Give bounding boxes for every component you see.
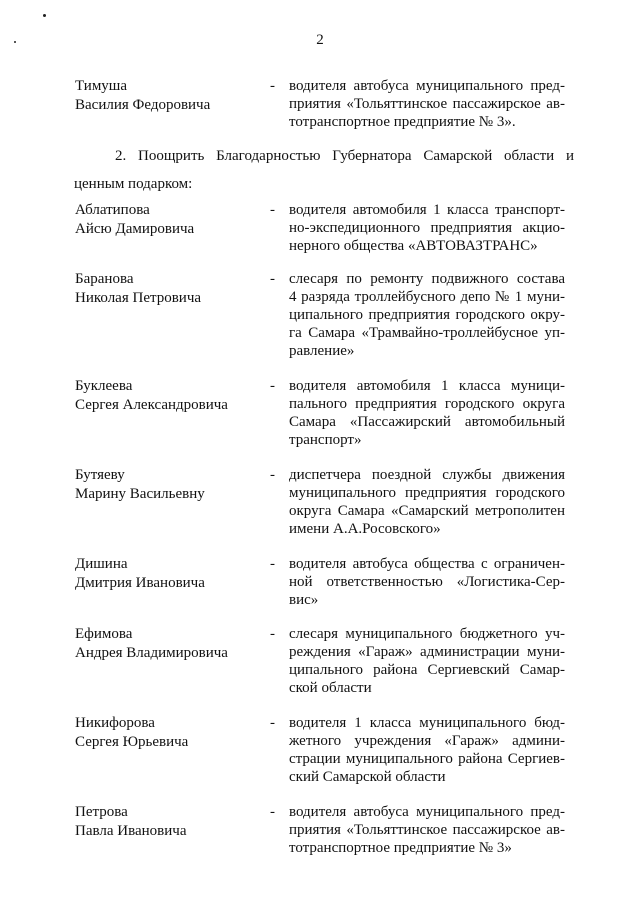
surname: Бутяеву [75, 467, 125, 483]
item-2-paragraph-cont [74, 174, 574, 194]
given-names: Василия Федоровича [75, 97, 211, 113]
dash-separator: - [270, 804, 275, 820]
person-name [75, 803, 186, 841]
person-name [75, 377, 228, 415]
position-description: водителя автобуса муниципального пред- приятия «Тольяттинское пассажирское ав- тотранспортное предприятие № 3» [289, 804, 565, 856]
person-name [75, 201, 194, 239]
position-description: диспетчера поездной службы движения муниципального предприятия городского округа Самара «Самарский метрополитен имени А.А.Росовского» [289, 467, 565, 537]
person-name [75, 466, 205, 504]
position-description: водителя автобуса муниципального пред- приятия «Тольяттинское пассажирское ав- тотранспортное предприятие № 3». [289, 78, 565, 130]
position-description: слесаря по ремонту подвижного состава 4 разряда троллейбусного депо № 1 муни- ципального предприятия городского окру- га Самара «Трамвайно-троллейбусное уп- равление» [289, 271, 565, 359]
position-description: водителя автомобиля 1 класса муници- пального предприятия городского округа Самара «Пассажирский автомобильный транспорт» [289, 378, 565, 448]
surname: Аблатипова [75, 202, 150, 218]
person-name [75, 270, 201, 308]
dash-separator: - [270, 626, 275, 642]
surname: Тимуша [75, 78, 128, 94]
scan-speck [43, 14, 46, 17]
surname: Буклеева [75, 378, 133, 394]
position-description: водителя 1 класса муниципального бюд- жетного учреждения «Гараж» админи- страции муниципального района Сергиев- ский Самарской области [289, 715, 565, 785]
person-name [75, 77, 210, 115]
given-names: Дмитрия Ивановича [75, 575, 205, 591]
given-names: Марину Васильевну [75, 486, 205, 502]
given-names: Сергея Александровича [75, 397, 228, 413]
dash-separator: - [270, 715, 275, 731]
dash-separator: - [270, 467, 275, 483]
dash-separator: - [270, 78, 275, 94]
given-names: Николая Петровича [75, 290, 202, 306]
position-description: водителя автомобиля 1 класса транспорт- но-экспедиционного предприятия акцио- нерного общества «АВТОВАЗТРАНС» [289, 202, 565, 254]
given-names: Сергея Юрьевича [75, 734, 189, 750]
dash-separator: - [270, 202, 275, 218]
given-names: Айсю Дамировича [75, 221, 195, 237]
surname: Дишина [75, 556, 128, 572]
surname: Ефимова [75, 626, 133, 642]
dash-separator: - [270, 556, 275, 572]
item-2-paragraph [74, 146, 574, 166]
dash-separator: - [270, 378, 275, 394]
item-2-line-1: 2. Поощрить Благодарностью Губернатора Самарской области и [115, 148, 574, 164]
person-name [75, 555, 205, 593]
person-name [75, 714, 188, 752]
person-name [75, 625, 228, 663]
position-description: водителя автобуса общества с ограничен- ной ответственностью «Логистика-Сер- вис» [289, 556, 565, 608]
item-2-line-2: ценным подарком: [74, 176, 193, 192]
position-description: слесаря муниципального бюджетного уч- реждения «Гараж» администрации муни- ципального района Сергиевский Самар- ской области [289, 626, 565, 696]
surname: Никифорова [75, 715, 155, 731]
dash-separator: - [270, 271, 275, 287]
surname: Петрова [75, 804, 128, 820]
given-names: Павла Ивановича [75, 823, 187, 839]
given-names: Андрея Владимировича [75, 645, 228, 661]
surname: Баранова [75, 271, 134, 287]
page-number: 2 [316, 32, 324, 48]
